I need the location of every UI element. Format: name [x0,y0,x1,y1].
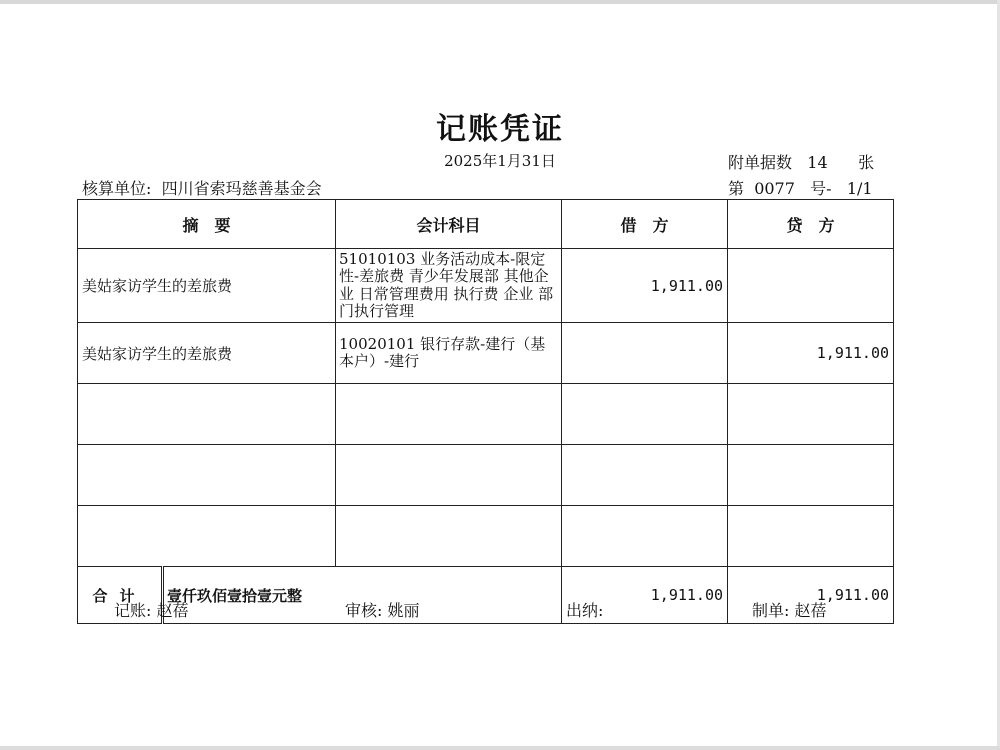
voucher-date: 2025年1月31日 [444,152,556,170]
unit-name: 四川省索玛慈善基金会 [161,179,322,198]
number-suffix: 号- [810,179,832,198]
header-debit: 借 方 [562,200,728,249]
row-account [336,506,562,567]
total-label: 合计 [78,567,163,624]
total-credit: 1,911.00 [728,567,894,624]
row-credit [728,445,894,506]
row-credit [728,506,894,567]
table-row [78,384,894,445]
attachments-label: 附单据数 [728,153,793,172]
voucher-title: 记账凭证 [436,112,564,147]
number-value: 0077 [754,179,795,198]
preparer-signature: 制单: 赵蓓 [752,601,827,620]
total-amount-words: 壹仟玖佰壹拾壹元整 [163,567,562,624]
accounting-unit [82,176,322,199]
number-prefix: 第 [728,179,745,198]
scan-edge-top [0,0,1000,4]
row-account: 10020101 银行存款-建行（基本户）-建行 [336,323,562,384]
attachments-count: 14 [807,153,828,172]
row-debit [562,506,728,567]
reviewer-signature: 审核: 姚丽 [345,601,420,620]
row-credit: 1,911.00 [728,323,894,384]
voucher-table [77,199,894,624]
table-row [78,506,894,567]
row-account [336,445,562,506]
row-summary [78,506,336,567]
row-summary: 美姑家访学生的差旅费 [78,323,336,384]
unit-label: 核算单位: [82,179,152,198]
table-header-row [78,200,894,249]
row-summary [78,445,336,506]
table-row [78,249,894,323]
table-row [78,445,894,506]
row-credit [728,249,894,323]
row-account [336,384,562,445]
row-debit: 1,911.00 [562,249,728,323]
cashier-signature: 出纳: [566,601,604,620]
row-debit [562,384,728,445]
row-summary: 美姑家访学生的差旅费 [78,249,336,323]
total-debit: 1,911.00 [562,567,728,624]
scan-edge-bottom [0,746,1000,750]
row-credit [728,384,894,445]
header-account: 会计科目 [336,200,562,249]
header-summary: 摘 要 [78,200,336,249]
row-summary [78,384,336,445]
row-debit [562,323,728,384]
row-debit [562,445,728,506]
bookkeeper-signature: 记账: 赵蓓 [114,601,189,620]
attachments-info [728,150,874,173]
voucher-number [728,176,873,199]
header-credit: 贷 方 [728,200,894,249]
page-indicator: 1/1 [846,179,873,198]
table-row [78,323,894,384]
attachments-unit: 张 [858,153,875,172]
row-account: 51010103 业务活动成本-限定性-差旅费 青少年发展部 其他企业 日常管理费用 执行费 企业 部门执行管理 [336,249,562,323]
